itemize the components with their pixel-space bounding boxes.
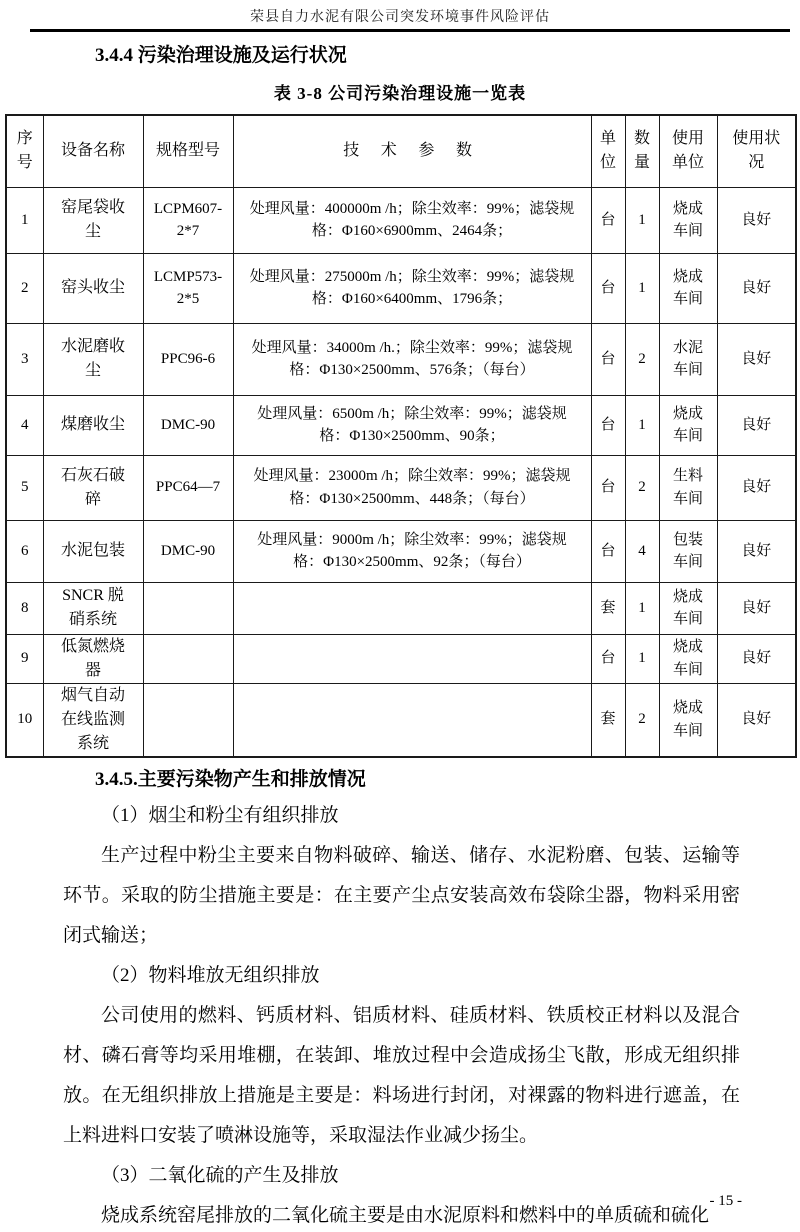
table-cell: 烧成车间: [659, 395, 717, 455]
section-3-4-5: [63, 764, 740, 1232]
table-cell: 处理风量：9000m /h；除尘效率：99%；滤袋规格：Φ130×2500mm、92条；（每台）: [233, 520, 591, 582]
table-cell: 台: [591, 634, 625, 683]
table-cell: 1: [625, 634, 659, 683]
table-cell: DMC-90: [143, 520, 233, 582]
table-cell: 台: [591, 520, 625, 582]
table-cell: 台: [591, 455, 625, 520]
table-cell: 套: [591, 582, 625, 634]
table-cell: 10: [6, 683, 43, 757]
table-cell: 2: [6, 253, 43, 323]
table-row: [6, 187, 796, 253]
table-cell: [143, 634, 233, 683]
table-cell: 处理风量：275000m /h；除尘效率：99%；滤袋规格：Φ160×6400mm、1796条；: [233, 253, 591, 323]
table-cell: 台: [591, 187, 625, 253]
table-cell: 烧成车间: [659, 187, 717, 253]
table-cell: 窑尾袋收尘: [43, 187, 143, 253]
table-cell: 2: [625, 455, 659, 520]
table-cell: 8: [6, 582, 43, 634]
table-cell: [143, 683, 233, 757]
table-cell: 水泥包装: [43, 520, 143, 582]
table-cell: 烧成车间: [659, 683, 717, 757]
table-cell: 1: [625, 187, 659, 253]
table-cell: 水泥车间: [659, 323, 717, 395]
table-cell: 良好: [717, 582, 796, 634]
table-row: [6, 520, 796, 582]
table-row: [6, 323, 796, 395]
table-cell: 1: [625, 253, 659, 323]
table-body: [6, 187, 796, 757]
table-cell: 良好: [717, 455, 796, 520]
table-cell: 烧成车间: [659, 582, 717, 634]
table-cell: 1: [625, 395, 659, 455]
col-header-quantity: 数量: [625, 115, 659, 187]
table-cell: 2: [625, 323, 659, 395]
table-cell: 石灰石破碎: [43, 455, 143, 520]
table-cell: 良好: [717, 253, 796, 323]
section-heading-3-4-4: 3.4.4 污染治理设施及运行状况: [95, 45, 347, 66]
table-cell: 良好: [717, 187, 796, 253]
table-cell: 台: [591, 323, 625, 395]
table-cell: 良好: [717, 323, 796, 395]
table-cell: 处理风量：6500m /h；除尘效率：99%；滤袋规格：Φ130×2500mm、90条；: [233, 395, 591, 455]
table-caption: 表 3-8 公司污染治理设施一览表: [273, 84, 527, 103]
table-row: [6, 683, 796, 757]
col-header-device-name: 设备名称: [43, 115, 143, 187]
table-cell: 煤磨收尘: [43, 395, 143, 455]
table-row: [6, 634, 796, 683]
table-cell: 良好: [717, 395, 796, 455]
table-cell: LCPM607-2*7: [143, 187, 233, 253]
table-cell: 套: [591, 683, 625, 757]
table-cell: DMC-90: [143, 395, 233, 455]
subheading-1: （1）烟尘和粉尘有组织排放: [101, 804, 339, 826]
table-cell: 处理风量：23000m /h；除尘效率：99%；滤袋规格：Φ130×2500mm、448条；（每台）: [233, 455, 591, 520]
table-cell: 低氮燃烧器: [43, 634, 143, 683]
table-cell: 水泥磨收尘: [43, 323, 143, 395]
section-heading-3-4-5: 3.4.5.主要污染物产生和排放情况: [95, 768, 366, 790]
table-row: [6, 253, 796, 323]
table-cell: 生料车间: [659, 455, 717, 520]
table-cell: 烟气自动在线监测系统: [43, 683, 143, 757]
table-cell: 6: [6, 520, 43, 582]
table-cell: 9: [6, 634, 43, 683]
table-cell: 窑头收尘: [43, 253, 143, 323]
table-cell: LCMP573-2*5: [143, 253, 233, 323]
running-header: 荣县自力水泥有限公司突发环境事件风险评估: [250, 10, 550, 25]
table-cell: 3: [6, 323, 43, 395]
col-header-condition: 使用状况: [717, 115, 796, 187]
table-cell: 处理风量：34000m /h.；除尘效率：99%；滤袋规格：Φ130×2500mm、576条；（每台）: [233, 323, 591, 395]
col-header-index: 序号: [6, 115, 43, 187]
table-cell: 4: [625, 520, 659, 582]
table-cell: [143, 582, 233, 634]
table-cell: 处理风量：400000m /h；除尘效率：99%；滤袋规格：Φ160×6900mm、2464条；: [233, 187, 591, 253]
table-cell: [233, 683, 591, 757]
col-header-unit: 单位: [591, 115, 625, 187]
table-cell: 台: [591, 395, 625, 455]
table-header-row: [6, 115, 796, 187]
table-cell: 烧成车间: [659, 634, 717, 683]
col-header-tech-params: 技 术 参 数: [233, 115, 591, 187]
col-header-model: 规格型号: [143, 115, 233, 187]
header-divider: [30, 29, 790, 32]
table-cell: 烧成车间: [659, 253, 717, 323]
page-number: - 15 -: [709, 1193, 742, 1209]
table-cell: [233, 634, 591, 683]
table-cell: 1: [625, 582, 659, 634]
table-cell: 5: [6, 455, 43, 520]
table-row: [6, 582, 796, 634]
table-cell: PPC96-6: [143, 323, 233, 395]
table-cell: 良好: [717, 634, 796, 683]
table-cell: PPC64—7: [143, 455, 233, 520]
table-cell: 1: [6, 187, 43, 253]
table-cell: [233, 582, 591, 634]
paragraph-1: 生产过程中粉尘主要来自物料破碎、输送、储存、水泥粉磨、包装、运输等环节。采取的防尘措施主要是：在主要产尘点安装高效布袋除尘器，物料采用密闭式输送；: [63, 844, 740, 946]
table-cell: 台: [591, 253, 625, 323]
subheading-2: （2）物料堆放无组织排放: [101, 964, 320, 986]
table-cell: 良好: [717, 520, 796, 582]
subheading-3: （3）二氧化硫的产生及排放: [101, 1164, 339, 1186]
col-header-using-department: 使用单位: [659, 115, 717, 187]
paragraph-3: 烧成系统窑尾排放的二氧化硫主要是由水泥原料和燃料中的单质硫和硫化: [101, 1204, 710, 1226]
table-cell: 良好: [717, 683, 796, 757]
table-cell: SNCR 脱硝系统: [43, 582, 143, 634]
table-row: [6, 455, 796, 520]
table-cell: 包装车间: [659, 520, 717, 582]
paragraph-2: 公司使用的燃料、钙质材料、铝质材料、硅质材料、铁质校正材料以及混合材、磷石膏等均采用堆棚，在装卸、堆放过程中会造成扬尘飞散，形成无组织排放。在无组织排放上措施是主要是：料场进行封闭，对裸露的物料进行遮盖，在上料进料口安装了喷淋设施等，采取湿法作业减少扬尘。: [63, 1004, 740, 1146]
table-row: [6, 395, 796, 455]
table-cell: 4: [6, 395, 43, 455]
table-cell: 2: [625, 683, 659, 757]
pollution-facilities-table: [5, 114, 797, 758]
